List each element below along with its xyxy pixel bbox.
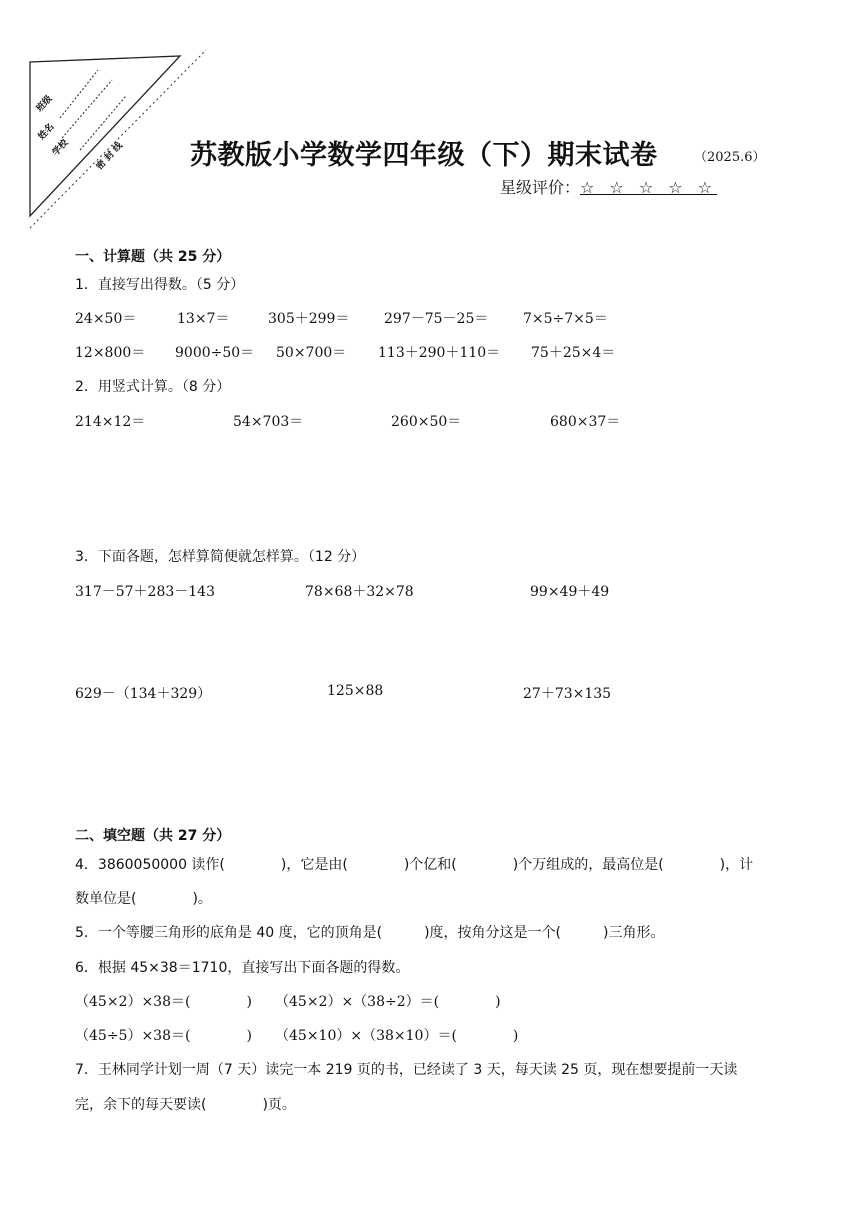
q1-expression: 50×700＝ — [276, 345, 347, 361]
rating-label: 星级评价： — [500, 178, 581, 197]
q1-expression: 9000÷50＝ — [175, 345, 255, 361]
seal-text: 密 封 线 — [94, 140, 125, 173]
question-6-title: 6．根据 45×38＝1710，直接写出下面各题的得数。 — [75, 960, 410, 976]
q3-expression: 99×49＋49 — [530, 584, 610, 600]
q2-expression: 54×703＝ — [233, 414, 304, 430]
question-3-title: 3．下面各题，怎样算简便就怎样算。（12 分） — [75, 549, 366, 565]
star-rating — [500, 175, 717, 198]
name-label: 姓名 — [36, 122, 57, 143]
q1-expression: 7×5÷7×5＝ — [523, 311, 608, 327]
q1-expression: 297－75－25＝ — [384, 311, 489, 327]
section-2-heading: 二、填空题（共 27 分） — [75, 828, 231, 844]
q2-expression: 260×50＝ — [391, 414, 462, 430]
q1-expression: 13×7＝ — [177, 311, 230, 327]
q2-expression: 214×12＝ — [75, 414, 146, 430]
question-5: 5．一个等腰三角形的底角是 40 度，它的顶角是( )度，按角分这是一个( )三角形。 — [75, 925, 665, 941]
question-4-line-2: 数单位是( )。 — [75, 891, 212, 907]
q3-expression: 317－57＋283－143 — [75, 584, 215, 600]
question-2-title: 2．用竖式计算。（8 分） — [75, 379, 231, 395]
q6-expression: （45×10）×（38×10）＝( ) — [275, 1028, 519, 1044]
class-label: 班级 — [34, 94, 55, 115]
q2-expression: 680×37＝ — [550, 414, 621, 430]
q6-expression: （45÷5）×38＝( ) — [75, 1028, 252, 1044]
q1-expression: 24×50＝ — [75, 311, 137, 327]
q1-expression: 305＋299＝ — [268, 311, 350, 327]
q1-expression: 113＋290＋110＝ — [378, 345, 501, 361]
q6-expression: （45×2）×38＝( ) — [75, 994, 252, 1010]
page-title: 苏教版小学数学四年级（下）期末试卷 — [190, 140, 658, 171]
school-label: 学校 — [50, 138, 71, 159]
question-7-line-2: 完，余下的每天要读( )页。 — [75, 1097, 296, 1113]
question-1-title: 1．直接写出得数。（5 分） — [75, 277, 245, 293]
section-1-heading: 一、计算题（共 25 分） — [75, 249, 231, 265]
exam-date: （2025.6） — [694, 150, 766, 165]
q3-expression: 78×68＋32×78 — [305, 584, 414, 600]
q1-expression: 12×800＝ — [75, 345, 146, 361]
q3-expression: 27＋73×135 — [523, 686, 612, 702]
q3-expression: 629－（134＋329） — [75, 686, 212, 702]
binding-strip — [0, 0, 240, 240]
star-icons: ☆ ☆ ☆ ☆ ☆ — [580, 178, 718, 197]
q6-expression: （45×2）×（38÷2）＝( ) — [275, 994, 501, 1010]
question-4-line-1: 4．3860050000 读作( )，它是由( )个亿和( )个万组成的，最高位是( )，计 — [75, 857, 754, 873]
question-7-line-1: 7．王林同学计划一周（7 天）读完一本 219 页的书，已经读了 3 天，每天读 25 页，现在想要提前一天读 — [75, 1062, 738, 1078]
q3-expression: 125×88 — [327, 683, 384, 699]
q1-expression: 75＋25×4＝ — [531, 345, 616, 361]
